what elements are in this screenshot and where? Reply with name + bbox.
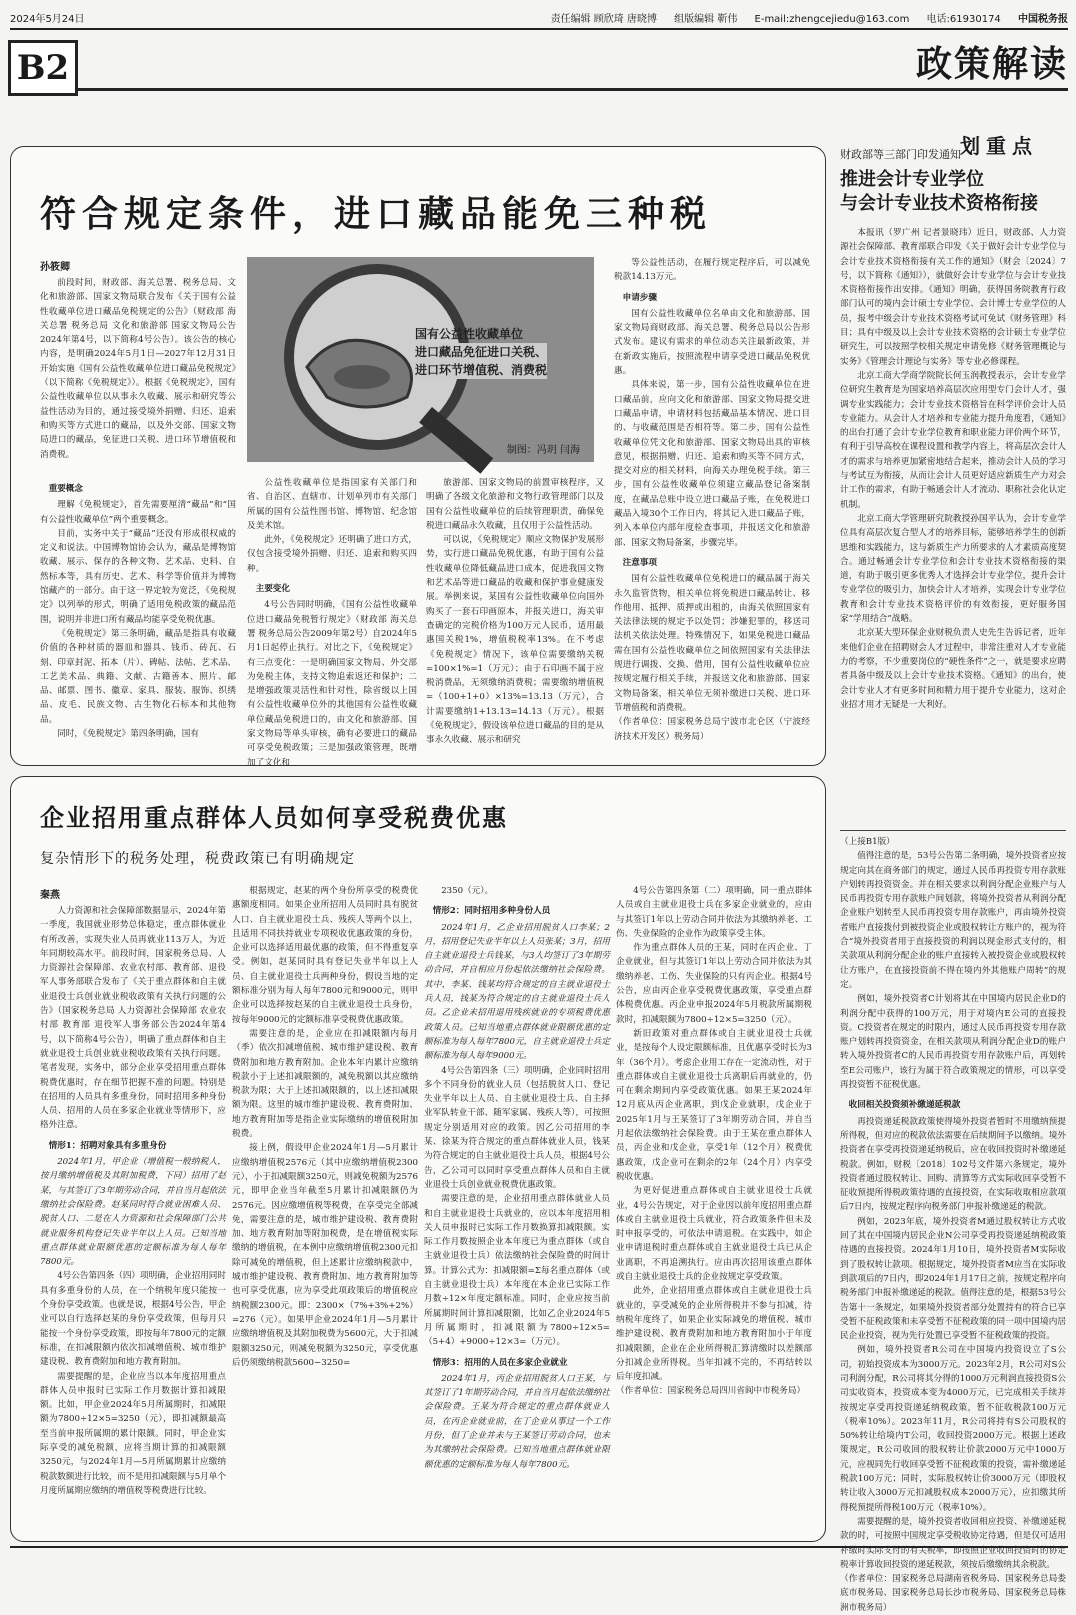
second-column-1	[40, 904, 226, 1526]
paragraph: 需要注意的是，企业招用重点群体就业人员和自主就业退役士兵就业的，应以本年度招用相关人员申报时已实际工作月数换算扣减限额。实际工作月数按照企业本年度已为重点群体（或自主就业退役士兵）依法缴纳社会保险费的时间计算。计算公式为：扣减限额=Σ每名重点群体（或自主就业退役士兵）本年度在本企业已实际工作月数÷12×年度定额标准。同时，企业应按当前所属期时间计算扣减限额，比如乙企业2024年5月所属期时，扣减限额为7800÷12×5=（5+4）+9000÷12×3=（万元）。	[424, 1194, 610, 1348]
subheading: 重要概念	[48, 484, 83, 494]
paragraph: 4号公告同时明确，《国有公益性收藏单位进口藏品免税暂行规定》（财政部 海关总署 税务总局公告2009年第2号）自2024年5月1日起停止执行。对比之下，《免税规定》有三点变化：一是明确国家文物局、外交部为免税主体，支持文物追索返还和保护；二是增强政策灵活性和针对性，除省级以上国有公益性收藏单位外的其他国有公益性收藏单位藏品免税进口的，由文化和旅游部、国家文物局等单头审核，确有必要进口的藏品可享受免税政策；三是加强政策管理，既增加了文化和	[247, 600, 417, 768]
paragraph: 例如，境外投资者R公司在中国境内投资设立了S公司，初始投资成本为3000万元。2023年2月，R公司对S公司利润分配，R公司将其分得的1000万元利润直接投资S公司实收资本，投资成本变为4000万元，已完成相关手续并按规定享受再投资递延纳税政策，暂不征收税款100万元（税率10%）。2023年11月，R公司将持有S公司股权的50%转让给境内T公司，收回投资2000万元。根据上述政策规定，R公司收回的股权转让价款2000万元中1000万元，应视同先行收回享受暂不征税政策的投资，需补缴递延税款100万元；同时，实际股权转让价3000万元（即股权转让收入3000万元扣减股权成本2000万元），应扣缴其所得税预提所得税100万元（税率10%）。	[840, 1345, 1066, 1513]
paragraph: 北京工商大学商学院院长何玉润教授表示，会计专业学位研究生教育是为国家培养高层次应用型专门会计人才，强调专业实践能力；会计专业技术资格旨在科学评价会计人员专业能力。从会计人才培养和专业能力提升角度看，《通知》的出台打通了会计专业学位教育和职业能力评价两个环节，有利于引导高校在课程设置和教学内容上，将高层次会计人才的需求与培养更加紧密地结合起来，推动会计人员的学习与考试互为衔接，从而让会计人员更好适应新质生产力对会计工作的需求，有助于畅通会计人才流动、职称社会化认定机制。	[840, 370, 1066, 510]
paragraph: 人力资源和社会保障部数据显示，2024年第一季度，我国就业形势总体稳定，重点群体就业有所改善，实现失业人员再就业113万人，为近年同期较高水平。前段时间，国家税务总局、人力资源社会保障部、农业农村部、教育部、退役军人事务部联合发布了《关于重点群体和自主就业退役士兵创业就业税收政策有关执行问题的公告》（国家税务总局 人力资源社会保障部 农业农村部 教育部 退役军人事务部公告2024年第4号，以下简称4号公告），明确了重点群体和自主就业退役士兵创业就业税收政策有关执行问题。笔者发现，实务中，部分企业享受招用重点群体税费优惠时，存在细节把握不准的问题。特别是在招用的人员具有多重身份，同时招用多种身份人员、招用的人员在多家企业就业等情形下，应格外注意。	[40, 906, 226, 1131]
continued-body	[840, 835, 1066, 1613]
continued-label: （上接B1版）	[840, 837, 895, 847]
paragraph: 需要提醒的是，企业应当以本年度招用重点群体人员申报时已实际工作月数据计算扣减限额。比如，甲企业2024年5月所属期时，扣减限额为7800÷12×5=3250（元），即扣减额最高至当前申报所属期的累计限额。同时，甲企业实际享受的减免税额，应将当期计算的扣减限额3250元，与2024年1月—5月所属期累计应缴纳税款数额进行比较，而不是用扣减限额与5月单个月度所属期应缴纳的增值税等税费进行比较。	[40, 1371, 226, 1496]
paragraph: 再投资递延税款政策使得境外投资者暂时不用缴纳预提所得税，但对应的税款依法需要在后续期间予以缴纳。境外投资者在享受再投资递延纳税后，应在收回投资时补缴递延税款。例如，财税〔2018〕102号文件第六条规定，境外投资者通过股权转让、回购、清算等方式实际收回享受暂不征收预提所得税政策待遇的直接投资，在实际收取相应款项后7日内，按规定程序向税务部门申报补缴递延的税款。	[840, 1116, 1066, 1213]
case-description: 2024年1月，甲企业（增值税一般纳税人，按月缴纳增值税及其附加税费，下同）招用了赵某，与其签订了3年期劳动合同，并自当月起依法缴纳社会保险费。赵某同时符合就业困难人员、脱贫人口、二是在人力资源和社会保障部门公共就业服务机构登记失业半年以上人员。已知当地重点群体就业限额优惠的定额标准为每人每年7800元。	[40, 1157, 226, 1268]
second-author: 秦燕	[40, 890, 60, 901]
editor-credit: 责任编辑 顾欣琦 唐晓博	[550, 14, 657, 25]
masthead-line	[10, 10, 1068, 30]
subheading: 情形1：招聘对象具有多重身份	[48, 1140, 167, 1151]
paragraph: 例如，境外投资者C计划将其在中国境内居民企业D的利润分配中获得的100万元，用于对境内E公司的直接投资。C投资者在规定的时限内，通过人民币再投资专用存款账户划转再投资资金，在相关款项从利润分配企业D的账户转入境外投资者C的人民币再投资专用存款账户后，再划转至E公司账户，该行为属于符合政策规定的情形，可以享受再投资暂不征税优惠。	[840, 994, 1066, 1091]
paragraph: 此外，企业招用重点群体或自主就业退役士兵就业的，享受减免的企业所得税并不参与扣减，待纳税年度终了，如果企业实际减免的增值税、城市维护建设税、教育费附加和地方教育附加小于年度扣减限额，企业在企业所得税汇算清缴时以差额部分扣减企业所得税。当年扣减不完的，不再结转以后年度扣减。	[616, 1286, 812, 1383]
second-headline: 企业招用重点群体人员如何享受税费优惠	[40, 803, 508, 832]
second-subheadline: 复杂情形下的税务处理，税费政策已有明确规定	[40, 851, 355, 867]
feature-tag: 划重点	[950, 130, 1048, 159]
bottom-rule	[10, 1546, 1068, 1548]
masthead-info	[537, 10, 1068, 25]
subheading: 情形2：同时招用多种身份人员	[432, 906, 551, 917]
paper-name: 中国税务报	[1018, 14, 1068, 25]
paragraph: 理解《免税规定》，首先需要厘清“藏品”和“国有公益性收藏单位”两个重要概念。	[40, 500, 236, 525]
illustration-caption	[415, 325, 547, 379]
feature-illustration	[247, 257, 594, 462]
case-description: 2024年1月，丙企业招用脱贫人口王某，与其签订了1年期劳动合同，并自当月起依法缴纳社会保险费。王某为符合规定的重点群体就业人员，在丙企业就业前，在丁企业从事过一个工作月份，但丁企业并未与王某签订劳动合同，也未为其缴纳社会保险费。已知当地重点群体就业限额优惠的定额标准为每人每年7800元。	[424, 1373, 610, 1470]
news-title-line-2: 与会计专业技术资格衔接	[840, 193, 1038, 214]
case-description: 2024年1月，乙企业招用脱贫人口李某；2月，招用登记失业半年以上人员张某；3月，招用自主就业退役士兵钱某，与3人均签订了3年期劳动合同，并自相应月份起依法缴纳社会保险费。其中，李某、钱某均符合规定的自主就业退役士兵人员，钱某为符合规定的自主就业退役士兵人员。乙企业未招用退用残疾就业的专项税费优惠政策人员。已知当地重点群体就业限额优惠的定额标准为每人每年7800元，自主就业退役士兵定额标准为每人每年9000元。	[424, 922, 610, 1062]
right-news-column	[840, 146, 1066, 1613]
layout-credit: 组版编辑 靳伟	[674, 14, 738, 25]
news-kicker: 财政部等三部门印发通知	[840, 148, 961, 161]
paragraph: 等公益性活动，在履行规定程序后，可以减免税款14.13万元。	[614, 258, 810, 283]
subheading: 申请步骤	[622, 292, 657, 303]
issue-date: 2024年5月24日	[10, 14, 85, 25]
paragraph: 旅游部、国家文物局的前置审核程序，又明确了各级文化旅游和文物行政管理部门以及国有公益性收藏单位的后续管理职责，确保免税进口藏品永久收藏，且仅用于公益性活动。	[426, 478, 604, 531]
paragraph: 为更好促进重点群体或自主就业退役士兵就业，4号公告规定，对于企业因以前年度招用重点群体或自主就业退役士兵就业，符合政策条件但未及时申报享受的，可依法申请退税。在实践中，如企业申请退税时重点群体或自主就业退役士兵已从企业离职，不再追溯执行。应由再次招用该重点群体或自主就业退役士兵的企业按规定享受政策。	[616, 1186, 812, 1283]
subheading: 注意事项	[622, 557, 657, 568]
author-affiliation: （作者单位：国家税务总局湖南省税务局、国家税务总局娄底市税务局、国家税务总局长沙市税务局、国家税务总局株洲市税务局）	[840, 1574, 1066, 1613]
author-affiliation: （作者单位：国家税务总局宁波市北仑区（宁波经济技术开发区）税务局）	[614, 717, 810, 742]
illustration-line-3: 进口环节增值税、消费税	[415, 363, 548, 377]
paragraph: 值得注意的是，53号公告第二条明确，境外投资者应按规定向其在商务部门的规定，通过人民币再投资专用存款账户划转再投资资金。并在相关要求以利润分配企业账户与人民币再投资专用存款账户间划款，将境外投资者从利润分配企业账户划转至人民币再投资专用存款账户，再由境外投资者账户直接拨付到被投资企业或股权转让方账户的，视为符合“境外投资者用于直接投资的利润以现金形式支付的，相关款项从利润分配企业的账户直接转入被投资企业或股权转让方账户，在直接投资前不得在境内外其他账户周转”的规定。	[840, 851, 1066, 990]
paragraph: 作为重点群体人员的王某，同时在丙企业、丁企业就业，但与其签订1年以上劳动合同并依法为其缴纳养老、工伤、失业保险的只有丙企业。根据4号公告，应由丙企业享受税费优惠政策，享受重点群体税费优惠。丙企业申报2024年5月税款所属期税款时，扣减限额为7800÷12×5=3250（元）。	[616, 943, 812, 1025]
column-divider	[840, 830, 1066, 831]
paragraph: 同时，《免税规定》第四条明确，国有	[57, 729, 199, 740]
paragraph: 北京工商大学管理研究院教授孙国平认为，会计专业学位具有高层次复合型人才的培养目标，能够培养学生的创新思维和实践能力，这与新质生产力所要求的人才素质高度契合。通过畅通会计专业学位和会计专业技术资格衔接的渠道，有助于吸引更多优秀人才选择会计专业学位，提升会计专业学位的吸引力，加快会计人才培养，实现会计专业学位教育和会计专业技术资格评价的有效衔接，更好服务国家“学用结合”战略。	[840, 513, 1066, 625]
feature-author: 孙筱卿	[40, 262, 70, 273]
paragraph: 接上例，假设甲企业2024年1月—5月累计应缴纳增值税2576元（其中应缴纳增值税2300元），小于扣减限额3250元，则减免税额为2576元，即甲企业当年截至5月累计扣减限额仍为2576元。因应缴增值税等税费，在享受完全部减免，需要注意的是，城市维护建设税、教育费附加、地方教育附加等附加税费，是在增值税实际缴纳的增值税，在本例中应缴纳增值税2300元扣除可减免的增值税，但上述累计应缴纳税款中，城市维护建设税、教育费附加、地方教育附加等也可享受优惠，应为享受此项政策后的增值税应纳税额2300元。即：2300×（7%+3%+2%）=276（元）。如果甲企业2024年1月—5月累计应缴纳增值税及其附加税费为5600元，大于扣减限额3250元，则减免税额为3250元，享受优惠后仍须缴纳税款5600−3250=	[232, 1143, 418, 1368]
paragraph: 4号公告第四条（三）项明确，企业同时招用多个不同身份的就业人员（包括脱贫人口、登记失业半年以上人员、自主就业退役士兵、自主择业军队转业干部、随军家属、残疾人等），可按照规定分别适用对应的政策。因乙公司招用的李某、徐某为符合规定的重点群体就业人员，钱某为符合规定的自主就业退役士兵人员，根据4号公告，乙公司可以同时享受重点群体人员和自主就业退役士兵创业就业税费优惠政策。	[424, 1065, 610, 1190]
illustration-credit: 制图：冯玥 闫海	[506, 445, 580, 456]
contact-phone: 电话:61930174	[926, 14, 1001, 25]
feature-column-3	[426, 476, 604, 750]
page-number: B2	[8, 40, 78, 96]
paragraph: 根据规定，赵某的两个身份所享受的税费优惠额度相同。如果企业所招用人员同时具有脱贫人口、自主就业退役士兵、残疾人等两个以上，且适用不同扶持就业专项税收优惠政策的身份，企业可以选择适用最优惠的政策，但不得重复享受。例如，赵某同时具有登记失业半年以上人员、自主就业退役士兵两种身份，假设当地的定额标准分别为每人每年7800元和9000元，则甲企业可以选择按赵某的自主就业退役士兵身份，按每年9000元的定额标准享受税费优惠政策。	[232, 886, 418, 1025]
paragraph: 此外，《免税规定》还明确了进口方式，仅包含接受境外捐赠、归还、追索和购买四种。	[247, 535, 417, 574]
second-column-4	[616, 884, 812, 1526]
author-affiliation: （作者单位：国家税务总局四川省阆中市税务局）	[616, 1386, 806, 1397]
news-title-line-1: 推进会计专业学位	[840, 169, 984, 190]
paragraph: 例如，2023年底，境外投资者M通过股权转让方式收回了其在中国境内居民企业N公司享受再投资递延纳税政策待遇的直接投资。2024年1月10日，境外投资者M实际收到了股权转让款项。根据规定，境外投资者M应当在实际收到款项后的7日内，即2024年1月17日之前，按规定程序向税务部门申报补缴递延的税款。值得注意的是，根据53号公告第十一条规定，如果境外投资者部分处置持有的符合已享受暂不征税政策和未享受暂不征税政策的同一项中国境内居民企业投资，视为先行处置已享受暂不征税政策的投资。	[840, 1216, 1066, 1342]
paragraph: 具体来说，第一步，国有公益性收藏单位在进口藏品前，应向文化和旅游部、国家文物局提交进口藏品申请，申请材料包括藏品基本情况、进口目的、与收藏范围是否相符等。第二步，国有公益性收藏单位凭文化和旅游部、国家文物局出具的审核意见，根据捐赠、归还、追索和购买等不同方式，提交对应的相关材料，向海关办理免税手续。第三步，国有公益性收藏单位须建立藏品登记备案制度，在藏品总账中设立进口藏品子账，在免税进口藏品入境30个工作日内，将其记入进口藏品子账，列入本单位内部年度检查事项，并报送文化和旅游部、国家文物局备案，步骤完毕。	[614, 380, 810, 548]
feature-column-4	[614, 256, 810, 750]
feature-column-1b	[40, 476, 236, 750]
feature-column-1	[40, 276, 236, 473]
paragraph: 2350（元）。	[441, 886, 494, 896]
paragraph: 4号公告第四条（四）项明确，企业招用同时具有多重身份的人员，在一个纳税年度只能按一个身份享受政策。也就是说，根据4号公告，甲企业可以自行选择赵某的身份享受政策，但每月只能按一个身份享受政策，即按每年7800元的定额标准，在扣减限额内依次扣减增值税、城市维护建设税、教育费附加和地方教育附加。	[40, 1271, 226, 1368]
illustration-line-1: 国有公益性收藏单位	[415, 327, 524, 341]
paragraph: 公益性收藏单位是指国家有关部门和省、自治区、直辖市、计划单列市有关部门所属的国有公益性图书馆、博物馆、纪念馆及美术馆。	[247, 478, 417, 531]
header-rule	[78, 88, 1068, 91]
paragraph: 国有公益性收藏单位名单由文化和旅游部、国家文物局商财政部、海关总署、税务总局以公告形式发布。建议有需求的单位动态关注最新政策，并在新政实施后，按照流程申请享受进口藏品免税优惠。	[614, 308, 810, 377]
paragraph: 前段时间，财政部、海关总署、税务总局、文化和旅游部、国家文物局联合发布《关于国有公益性收藏单位进口藏品免税规定的公告》（财政部 海关总署 税务总局 文化和旅游部 国家文物局公告2024年第4号，以下简称4号公告）。该公告的核心内容，是明确2024年5月1日—2027年12月31日开始实施《国有公益性收藏单位进口藏品免税规定》（以下简称《免税规定》）。根据《免税规定》，国有公益性收藏单位以从事永久收藏、展示和研究等公益性活动为目的，通过接受境外捐赠、归还、追索和购买等方式进口的藏品，以及外交部、国家文物局进口的藏品，免征进口关税、进口环节增值税和消费税。	[40, 278, 236, 460]
feature-column-2	[247, 476, 417, 768]
feature-headline: 符合规定条件，进口藏品能免三种税	[40, 193, 713, 235]
paragraph: 4号公告第四条第（二）项明确，同一重点群体人员或自主就业退役士兵在多家企业就业的，应由与其签订1年以上劳动合同并依法为其缴纳养老、工伤、失业保险的企业作为政策享受主体。	[616, 886, 812, 939]
paragraph: 国有公益性收藏单位免税进口的藏品属于海关永久监管货物，相关单位将免税进口藏品转让、移作他用、抵押、质押或出租的，由海关依照国家有关法律法规的规定予以处罚；涉嫌犯罪的，移送司法机关依法处理。特殊情况下，如果免税进口藏品需在国有公益性收藏单位之间依照国家有关法律法规进行调拨、交换、借用，国有公益性收藏单位应按规定履行相关手续，并报送文化和旅游部、国家文物局备案，相关单位无须补缴进口关税、进口环节增值税和消费税。	[614, 574, 810, 713]
second-column-3	[424, 884, 610, 1526]
subheading: 主要变化	[255, 584, 290, 595]
paragraph: 新旧政策对重点群体或自主就业退役士兵就业，是按每个人设定限额标准，且优惠享受时长为3年（36个月）。考虑企业用工存在一定流动性，对于重点群体或自主就业退役士兵离职后再就业的，仍可在剩余期间内享受政策优惠。如果王某2024年12月底从丙企业离职，到戊企业就职，戊企业于2025年1月与王某签订了3年期劳动合同，并自当月起依法缴纳社会保险费。由于王某在重点群体人员，丙企业和戊企业，享受1年（12个月）税费优惠政策，戊企业可在剩余的2年（24个月）内享受税收优惠。	[616, 1028, 812, 1182]
contact-email: E-mail:zhengcejiedu@163.com	[754, 14, 910, 25]
paragraph: 需要注意的是，企业应在扣减限额内每月（季）依次扣减增值税、城市维护建设税、教育费附加和地方教育附加。企业本年内累计应缴纳税款小于上述扣减限额的，减免税额以其应缴纳税款为限；大于上述扣减限额的，以上述扣减限额为限。这里的城市维护建设税、教育费附加、地方教育附加等是指企业实际缴纳的增值税附加税费。	[232, 1028, 418, 1140]
paragraph: 可以说，《免税规定》顺应文物保护发展形势，实行进口藏品免税优惠，有助于国有公益性收藏单位降低藏品进口成本，促进我国文物和艺术品等进口藏品的收藏和保护事业健康发展。举例来说，某国有公益性收藏单位向国外购买了一套石印画原本，并报关进口，海关审查确定的完税价格为100万元人民币，适用最惠国关税1%，增值税税率13%。在不考虑《免税规定》情况下，该单位需要缴纳关税=100×1%=1（万元）；由于石印画不属于应税消费品，无须缴纳消费税；需要缴纳增值税=（100+1+0）×13%=13.13（万元），合计需要缴纳1+13.13=14.13（万元）。根据《免税规定》，假设该单位进口藏品的目的是从事永久收藏、展示和研究	[426, 535, 604, 746]
paragraph: 北京某大型环保企业财税负责人史先生告诉记者，近年来他们企业在招聘财会人才过程中，非常注重对人才专业能力的考察，不少重要岗位的“硬性条件”之一，就是要求应聘者具备中级及以上会计专业技术资格。《通知》的出台，使会计专业人才有更多时间和精力用于提升专业能力，这对企业招才用才无疑是一大利好。	[840, 628, 1066, 710]
section-title: 政策解读	[915, 43, 1068, 85]
paragraph: 目前，实务中关于“藏品”还没有形成很权威的定义和说法。中国博物馆协会认为，藏品是博物馆收藏、展示、保存的各种文物、艺术品、史料、自然标本等，具有历史、艺术、科学等价值并为博物馆藏产的一部分。由于这一界定较为宽泛，《免税规定》以列举的形式，明确了适用免税政策的藏品范围，说明并非进口所有藏品均能享受免税优惠。	[40, 528, 236, 625]
paragraph: 本报讯（罗广州 记者景晓玮）近日，财政部、人力资源社会保障部、教育部联合印发《关于做好会计专业学位与会计专业技术资格衔接有关工作的通知》（财会〔2024〕7号，以下简称《通知》），就做好会计专业学位与会计专业技术资格衔接作出安排。《通知》明确，获得国务院教育行政部门认可的境内会计硕士专业学位、会计博士专业学位的人员，报考中级会计专业技术资格考试可免试《财务管理》科目；具有中级及以上会计专业技术资格的会计硕士专业学位研究生，可以按照学校相关规定申请免修《财务管理概论与实务》《管理会计理论与实务》等专业必修课程。	[840, 228, 1066, 367]
subheading: 情形3：招用的人员在多家企业就业	[432, 1357, 568, 1368]
news-body	[840, 226, 1066, 822]
paragraph: 《免税规定》第三条明确，藏品是指具有收藏价值的各种材质的器皿和器具、钱币、砖瓦、石刻、印章封泥、拓本（片）、碑帖、法帖、艺术品、工艺美术品、典籍、文献、古籍善本、照片、邮品、邮票、图书、徽章、家具、服装、服饰、织绣品、皮毛、民族文物、古生物化石标本和其他物品。	[40, 628, 236, 725]
paragraph: 需要提醒的是，境外投资者收回相应投资、补缴递延税款的时，可按照中国规定享受税收协定待遇，但是仅可适用补缴时实际支付的有关税率，即按照企业收回投资时的协定税率计算收回投资的递延税款，须按后缴缴纳其余税款。	[840, 1516, 1066, 1570]
illustration-line-2: 进口藏品免征进口关税、	[415, 345, 548, 359]
subheading: 收回相关投资须补缴递延税款	[848, 1100, 961, 1111]
second-column-2	[232, 884, 418, 1526]
